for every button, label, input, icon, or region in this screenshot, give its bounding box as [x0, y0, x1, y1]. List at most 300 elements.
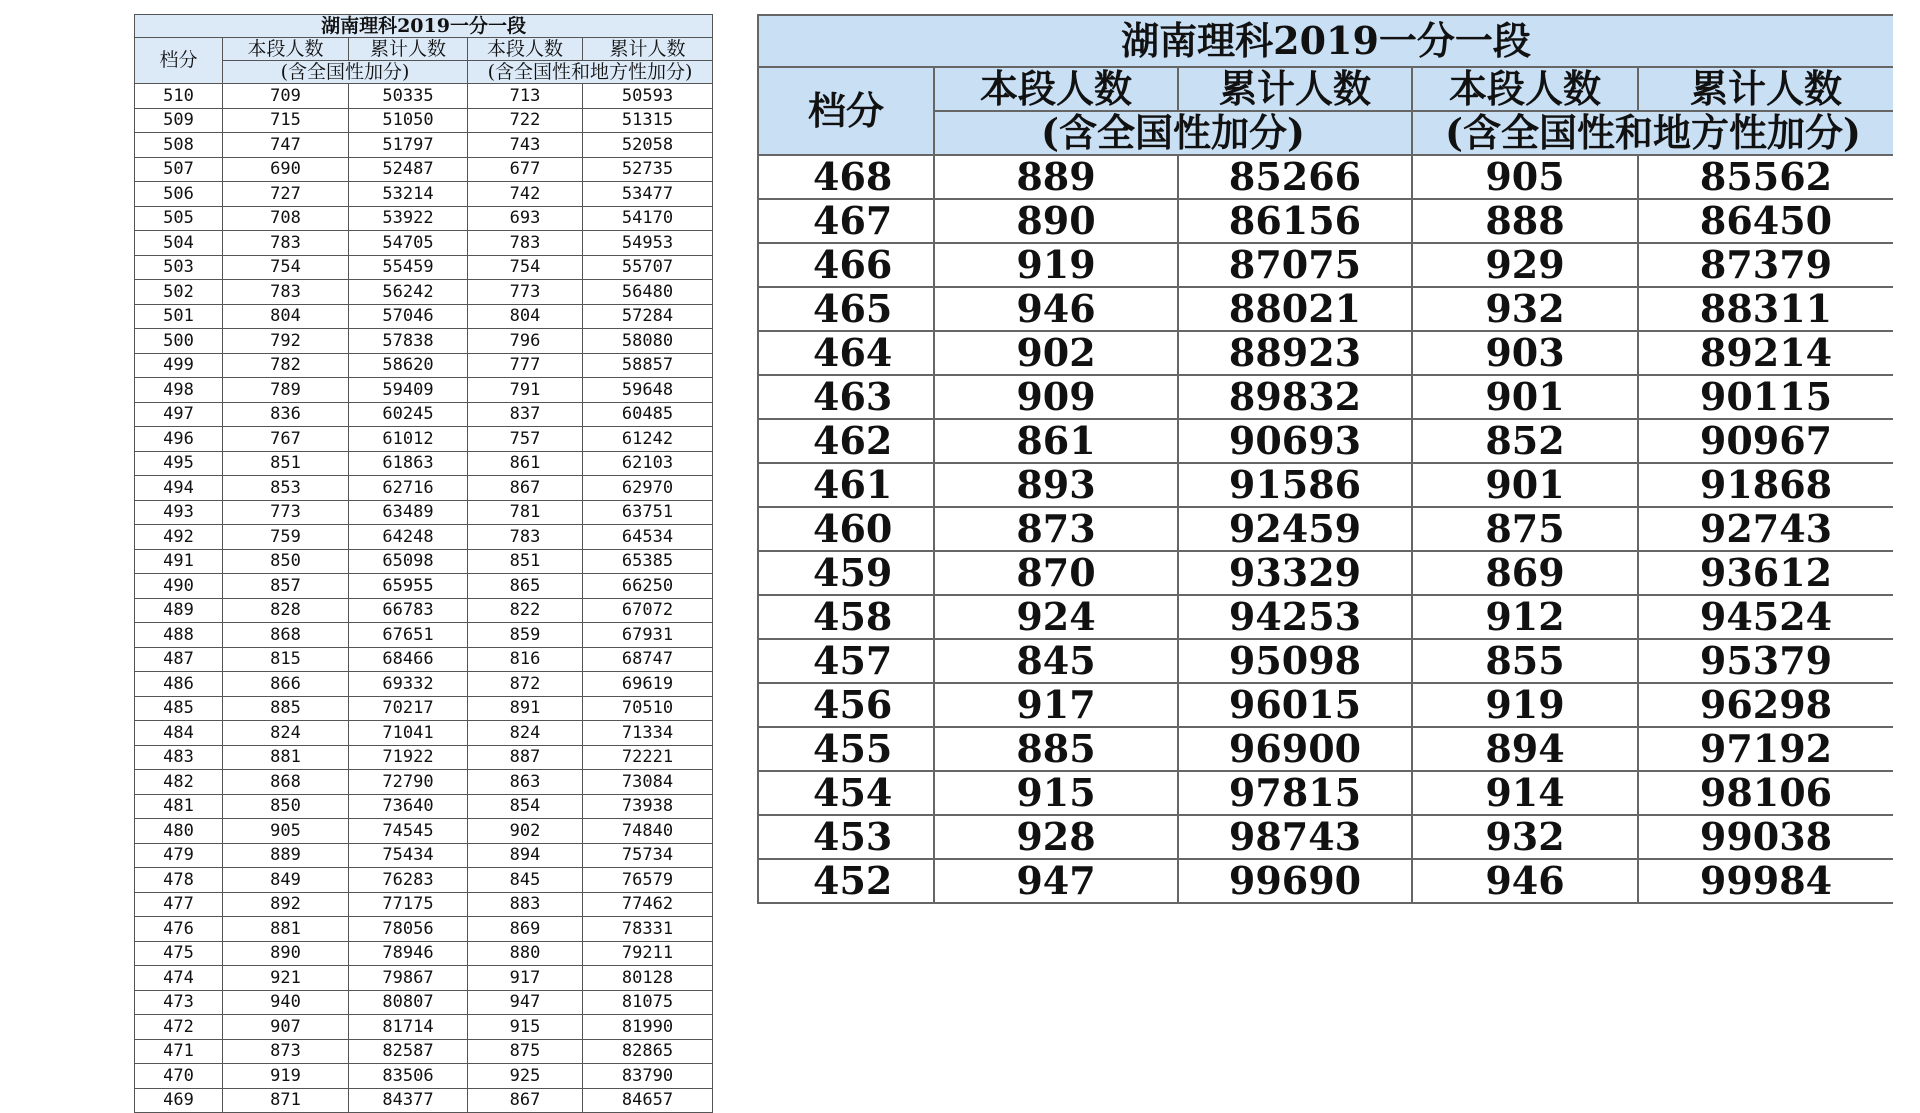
segment-count-total-cell: 713 [468, 84, 583, 109]
cumulative-count-total-cell: 99038 [1638, 815, 1893, 859]
segment-count-cell: 873 [223, 1039, 349, 1064]
table-row [135, 696, 713, 721]
segment-count-cell: 767 [223, 427, 349, 452]
score-cell: 466 [758, 243, 934, 287]
cumulative-count-total-cell: 85562 [1638, 155, 1893, 199]
table-row [135, 672, 713, 697]
score-cell: 498 [135, 378, 223, 403]
cumulative-count-total-cell: 81990 [583, 1015, 713, 1040]
score-cell: 480 [135, 819, 223, 844]
segment-count-total-cell: 902 [468, 819, 583, 844]
score-cell: 487 [135, 647, 223, 672]
score-cell: 502 [135, 280, 223, 305]
cumulative-count-cell: 88923 [1178, 331, 1412, 375]
score-header: 档分 [135, 38, 223, 84]
segment-count-total-cell: 915 [468, 1015, 583, 1040]
segment-count-total-cell: 914 [1412, 771, 1638, 815]
segment-count-cell: 917 [934, 683, 1178, 727]
segment-count-total-cell: 925 [468, 1064, 583, 1089]
segment-count-cell: 715 [223, 108, 349, 133]
table-row [758, 771, 1893, 815]
cumulative-count-total-cell: 56480 [583, 280, 713, 305]
table-row [135, 353, 713, 378]
score-cell: 499 [135, 353, 223, 378]
cumulative-count-total-cell: 94524 [1638, 595, 1893, 639]
score-cell: 501 [135, 304, 223, 329]
cumulative-count-cell: 50335 [349, 84, 468, 109]
table-row [758, 243, 1893, 287]
table-row [758, 419, 1893, 463]
segment-count-cell: 889 [934, 155, 1178, 199]
segment-count-cell: 747 [223, 133, 349, 158]
table-row [135, 1064, 713, 1089]
segment-count-cell: 915 [934, 771, 1178, 815]
cumulative-count-cell: 85266 [1178, 155, 1412, 199]
score-cell: 457 [758, 639, 934, 683]
cumulative-count-cell: 95098 [1178, 639, 1412, 683]
cumulative-count-cell: 76283 [349, 868, 468, 893]
score-cell: 462 [758, 419, 934, 463]
cumulative-count-total-cell: 77462 [583, 892, 713, 917]
table-row [758, 683, 1893, 727]
score-cell: 510 [135, 84, 223, 109]
score-cell: 467 [758, 199, 934, 243]
segment-count-cell: 804 [223, 304, 349, 329]
national-local-bonus-note: (含全国性和地方性加分) [1412, 111, 1893, 155]
score-cell: 507 [135, 157, 223, 182]
table-row [135, 255, 713, 280]
cumulative-count-cell: 51050 [349, 108, 468, 133]
score-cell: 492 [135, 525, 223, 550]
segment-count-cell: 947 [934, 859, 1178, 903]
cumulative-count-cell: 51797 [349, 133, 468, 158]
cumulative-count-cell: 59409 [349, 378, 468, 403]
table-row [135, 157, 713, 182]
cumulative-count-cell: 57046 [349, 304, 468, 329]
cumulative-count-cell: 68466 [349, 647, 468, 672]
segment-count-total-cell: 859 [468, 623, 583, 648]
score-cell: 472 [135, 1015, 223, 1040]
cumulative-count-cell: 61863 [349, 451, 468, 476]
cumulative-count-cell: 56242 [349, 280, 468, 305]
segment-count-total-cell: 891 [468, 696, 583, 721]
cumulative-count-header: 累计人数 [583, 38, 713, 61]
segment-count-total-cell: 743 [468, 133, 583, 158]
segment-count-cell: 870 [934, 551, 1178, 595]
table-row [135, 231, 713, 256]
cumulative-count-total-cell: 54953 [583, 231, 713, 256]
segment-count-total-cell: 757 [468, 427, 583, 452]
table-row [758, 199, 1893, 243]
cumulative-count-total-cell: 58080 [583, 329, 713, 354]
score-table-right-container [757, 14, 1893, 934]
cumulative-count-cell: 80807 [349, 990, 468, 1015]
cumulative-count-total-cell: 79211 [583, 941, 713, 966]
score-cell: 452 [758, 859, 934, 903]
segment-count-total-cell: 903 [1412, 331, 1638, 375]
cumulative-count-cell: 86156 [1178, 199, 1412, 243]
score-cell: 504 [135, 231, 223, 256]
cumulative-count-total-cell: 76579 [583, 868, 713, 893]
cumulative-count-cell: 65098 [349, 549, 468, 574]
segment-count-cell: 690 [223, 157, 349, 182]
table-row [135, 500, 713, 525]
cumulative-count-total-cell: 62970 [583, 476, 713, 501]
segment-count-cell: 759 [223, 525, 349, 550]
score-cell: 479 [135, 843, 223, 868]
segment-count-cell: 850 [223, 794, 349, 819]
table-row [758, 375, 1893, 419]
segment-count-cell: 782 [223, 353, 349, 378]
cumulative-count-cell: 97815 [1178, 771, 1412, 815]
segment-count-cell: 861 [934, 419, 1178, 463]
score-cell: 489 [135, 598, 223, 623]
cumulative-count-cell: 77175 [349, 892, 468, 917]
table-row [758, 551, 1893, 595]
cumulative-count-total-cell: 61242 [583, 427, 713, 452]
segment-count-header: 本段人数 [934, 67, 1178, 111]
score-cell: 493 [135, 500, 223, 525]
segment-count-cell: 892 [223, 892, 349, 917]
cumulative-count-total-cell: 86450 [1638, 199, 1893, 243]
segment-count-cell: 905 [223, 819, 349, 844]
score-table-right [757, 14, 1893, 904]
score-cell: 471 [135, 1039, 223, 1064]
segment-count-total-cell: 804 [468, 304, 583, 329]
table-row [135, 451, 713, 476]
segment-count-cell: 928 [934, 815, 1178, 859]
cumulative-count-cell: 62716 [349, 476, 468, 501]
segment-count-cell: 893 [934, 463, 1178, 507]
table-row [135, 721, 713, 746]
cumulative-count-total-cell: 67072 [583, 598, 713, 623]
table-row [758, 815, 1893, 859]
segment-count-total-cell: 946 [1412, 859, 1638, 903]
cumulative-count-total-cell: 90115 [1638, 375, 1893, 419]
cumulative-count-total-cell: 54170 [583, 206, 713, 231]
segment-count-cell: 824 [223, 721, 349, 746]
segment-count-cell: 919 [934, 243, 1178, 287]
national-local-bonus-note: (含全国性和地方性加分) [468, 61, 713, 84]
segment-count-cell: 921 [223, 966, 349, 991]
segment-count-total-cell: 854 [468, 794, 583, 819]
table-row [135, 206, 713, 231]
cumulative-count-cell: 75434 [349, 843, 468, 868]
segment-count-cell: 792 [223, 329, 349, 354]
segment-count-total-cell: 867 [468, 1088, 583, 1113]
cumulative-count-total-cell: 98106 [1638, 771, 1893, 815]
cumulative-count-cell: 71922 [349, 745, 468, 770]
score-cell: 469 [135, 1088, 223, 1113]
table-row [135, 182, 713, 207]
segment-count-total-cell: 824 [468, 721, 583, 746]
cumulative-count-cell: 92459 [1178, 507, 1412, 551]
cumulative-count-total-cell: 62103 [583, 451, 713, 476]
score-table-left [134, 14, 713, 1113]
segment-count-total-cell: 947 [468, 990, 583, 1015]
cumulative-count-cell: 74545 [349, 819, 468, 844]
segment-count-total-cell: 777 [468, 353, 583, 378]
cumulative-count-total-cell: 81075 [583, 990, 713, 1015]
segment-count-total-cell: 863 [468, 770, 583, 795]
segment-count-cell: 881 [223, 745, 349, 770]
cumulative-count-cell: 58620 [349, 353, 468, 378]
segment-count-header: 本段人数 [223, 38, 349, 61]
segment-count-cell: 885 [934, 727, 1178, 771]
segment-count-cell: 868 [223, 770, 349, 795]
cumulative-count-header: 累计人数 [1638, 67, 1893, 111]
segment-count-total-cell: 919 [1412, 683, 1638, 727]
score-cell: 482 [135, 770, 223, 795]
segment-count-total-cell: 894 [468, 843, 583, 868]
cumulative-count-cell: 82587 [349, 1039, 468, 1064]
cumulative-count-total-cell: 71334 [583, 721, 713, 746]
table-row [135, 574, 713, 599]
segment-count-total-cell: 905 [1412, 155, 1638, 199]
segment-count-total-cell: 773 [468, 280, 583, 305]
cumulative-count-total-cell: 88311 [1638, 287, 1893, 331]
table-row [135, 329, 713, 354]
score-cell: 490 [135, 574, 223, 599]
cumulative-count-cell: 55459 [349, 255, 468, 280]
segment-count-cell: 890 [934, 199, 1178, 243]
segment-count-total-cell: 845 [468, 868, 583, 893]
cumulative-count-cell: 73640 [349, 794, 468, 819]
cumulative-count-cell: 65955 [349, 574, 468, 599]
segment-count-total-cell: 781 [468, 500, 583, 525]
segment-count-total-cell: 855 [1412, 639, 1638, 683]
segment-count-total-cell: 888 [1412, 199, 1638, 243]
cumulative-count-cell: 84377 [349, 1088, 468, 1113]
segment-count-cell: 828 [223, 598, 349, 623]
cumulative-count-total-cell: 84657 [583, 1088, 713, 1113]
segment-count-total-cell: 796 [468, 329, 583, 354]
cumulative-count-cell: 78056 [349, 917, 468, 942]
table-row [135, 598, 713, 623]
segment-count-total-cell: 901 [1412, 463, 1638, 507]
score-cell: 456 [758, 683, 934, 727]
cumulative-count-total-cell: 73938 [583, 794, 713, 819]
score-cell: 505 [135, 206, 223, 231]
cumulative-count-cell: 63489 [349, 500, 468, 525]
table-row [135, 84, 713, 109]
cumulative-count-total-cell: 87379 [1638, 243, 1893, 287]
table-row [135, 794, 713, 819]
national-bonus-note: (含全国性加分) [934, 111, 1412, 155]
score-cell: 460 [758, 507, 934, 551]
score-cell: 470 [135, 1064, 223, 1089]
segment-count-total-cell: 880 [468, 941, 583, 966]
segment-count-cell: 708 [223, 206, 349, 231]
score-cell: 465 [758, 287, 934, 331]
score-cell: 491 [135, 549, 223, 574]
segment-count-cell: 866 [223, 672, 349, 697]
segment-count-total-cell: 742 [468, 182, 583, 207]
cumulative-count-total-cell: 69619 [583, 672, 713, 697]
cumulative-count-total-cell: 73084 [583, 770, 713, 795]
segment-count-total-cell: 929 [1412, 243, 1638, 287]
cumulative-count-cell: 83506 [349, 1064, 468, 1089]
table-title: 湖南理科2019一分一段 [135, 15, 713, 38]
cumulative-count-cell: 90693 [1178, 419, 1412, 463]
segment-count-cell: 881 [223, 917, 349, 942]
score-cell: 484 [135, 721, 223, 746]
table-row [135, 941, 713, 966]
table-title: 湖南理科2019一分一段 [758, 15, 1893, 67]
score-cell: 464 [758, 331, 934, 375]
segment-count-cell: 909 [934, 375, 1178, 419]
segment-count-cell: 815 [223, 647, 349, 672]
segment-count-cell: 850 [223, 549, 349, 574]
cumulative-count-total-cell: 64534 [583, 525, 713, 550]
segment-count-cell: 890 [223, 941, 349, 966]
segment-count-cell: 836 [223, 402, 349, 427]
cumulative-count-total-cell: 82865 [583, 1039, 713, 1064]
segment-count-cell: 907 [223, 1015, 349, 1040]
table-row [758, 859, 1893, 903]
table-row [135, 819, 713, 844]
segment-count-total-cell: 861 [468, 451, 583, 476]
segment-count-total-cell: 791 [468, 378, 583, 403]
cumulative-count-total-cell: 52735 [583, 157, 713, 182]
cumulative-count-total-cell: 90967 [1638, 419, 1893, 463]
cumulative-count-total-cell: 91868 [1638, 463, 1893, 507]
cumulative-count-total-cell: 74840 [583, 819, 713, 844]
segment-count-total-cell: 867 [468, 476, 583, 501]
cumulative-count-cell: 52487 [349, 157, 468, 182]
segment-count-cell: 885 [223, 696, 349, 721]
cumulative-count-total-cell: 52058 [583, 133, 713, 158]
score-cell: 455 [758, 727, 934, 771]
segment-count-total-cell: 783 [468, 231, 583, 256]
segment-count-total-cell: 912 [1412, 595, 1638, 639]
score-cell: 459 [758, 551, 934, 595]
segment-count-cell: 871 [223, 1088, 349, 1113]
table-row [135, 402, 713, 427]
cumulative-count-total-cell: 83790 [583, 1064, 713, 1089]
cumulative-count-total-cell: 93612 [1638, 551, 1893, 595]
cumulative-count-total-cell: 57284 [583, 304, 713, 329]
score-cell: 483 [135, 745, 223, 770]
score-cell: 453 [758, 815, 934, 859]
segment-count-cell: 889 [223, 843, 349, 868]
table-row [758, 507, 1893, 551]
cumulative-count-cell: 66783 [349, 598, 468, 623]
score-cell: 500 [135, 329, 223, 354]
segment-count-total-cell: 722 [468, 108, 583, 133]
score-cell: 486 [135, 672, 223, 697]
cumulative-count-total-cell: 63751 [583, 500, 713, 525]
cumulative-count-total-cell: 67931 [583, 623, 713, 648]
score-cell: 473 [135, 990, 223, 1015]
segment-count-total-cell: 917 [468, 966, 583, 991]
table-row [135, 770, 713, 795]
score-cell: 454 [758, 771, 934, 815]
segment-count-cell: 940 [223, 990, 349, 1015]
table-row [135, 549, 713, 574]
score-header: 档分 [758, 67, 934, 155]
segment-count-cell: 919 [223, 1064, 349, 1089]
cumulative-count-cell: 69332 [349, 672, 468, 697]
table-row [135, 917, 713, 942]
segment-count-total-cell: 865 [468, 574, 583, 599]
score-cell: 494 [135, 476, 223, 501]
score-cell: 478 [135, 868, 223, 893]
table-row [135, 133, 713, 158]
cumulative-count-header: 累计人数 [349, 38, 468, 61]
cumulative-count-total-cell: 66250 [583, 574, 713, 599]
table-row [758, 463, 1893, 507]
table-row [135, 745, 713, 770]
score-cell: 461 [758, 463, 934, 507]
score-cell: 485 [135, 696, 223, 721]
segment-count-cell: 868 [223, 623, 349, 648]
table-row [758, 639, 1893, 683]
score-cell: 508 [135, 133, 223, 158]
table-row [758, 287, 1893, 331]
segment-count-cell: 783 [223, 231, 349, 256]
score-cell: 481 [135, 794, 223, 819]
segment-count-cell: 727 [223, 182, 349, 207]
cumulative-count-total-cell: 59648 [583, 378, 713, 403]
cumulative-count-total-cell: 53477 [583, 182, 713, 207]
cumulative-count-cell: 57838 [349, 329, 468, 354]
score-cell: 497 [135, 402, 223, 427]
segment-count-header: 本段人数 [1412, 67, 1638, 111]
segment-count-cell: 783 [223, 280, 349, 305]
cumulative-count-total-cell: 68747 [583, 647, 713, 672]
cumulative-count-total-cell: 89214 [1638, 331, 1893, 375]
segment-count-total-cell: 894 [1412, 727, 1638, 771]
cumulative-count-total-cell: 51315 [583, 108, 713, 133]
segment-count-total-cell: 783 [468, 525, 583, 550]
segment-count-total-cell: 816 [468, 647, 583, 672]
cumulative-count-cell: 89832 [1178, 375, 1412, 419]
cumulative-count-cell: 87075 [1178, 243, 1412, 287]
table-row [135, 525, 713, 550]
table-row [135, 868, 713, 893]
cumulative-count-cell: 88021 [1178, 287, 1412, 331]
cumulative-count-cell: 96015 [1178, 683, 1412, 727]
cumulative-count-total-cell: 92743 [1638, 507, 1893, 551]
table-row [758, 595, 1893, 639]
cumulative-count-cell: 78946 [349, 941, 468, 966]
segment-count-total-cell: 677 [468, 157, 583, 182]
cumulative-count-total-cell: 60485 [583, 402, 713, 427]
cumulative-count-cell: 94253 [1178, 595, 1412, 639]
segment-count-total-cell: 932 [1412, 287, 1638, 331]
segment-count-cell: 851 [223, 451, 349, 476]
cumulative-count-cell: 53214 [349, 182, 468, 207]
segment-count-total-cell: 901 [1412, 375, 1638, 419]
table-row [135, 1015, 713, 1040]
cumulative-count-total-cell: 75734 [583, 843, 713, 868]
cumulative-count-total-cell: 96298 [1638, 683, 1893, 727]
segment-count-total-cell: 869 [468, 917, 583, 942]
cumulative-count-header: 累计人数 [1178, 67, 1412, 111]
cumulative-count-cell: 71041 [349, 721, 468, 746]
table-row [135, 280, 713, 305]
segment-count-total-cell: 872 [468, 672, 583, 697]
table-row [135, 427, 713, 452]
segment-count-cell: 853 [223, 476, 349, 501]
segment-count-total-cell: 851 [468, 549, 583, 574]
score-cell: 496 [135, 427, 223, 452]
cumulative-count-total-cell: 65385 [583, 549, 713, 574]
score-cell: 468 [758, 155, 934, 199]
cumulative-count-total-cell: 78331 [583, 917, 713, 942]
cumulative-count-cell: 96900 [1178, 727, 1412, 771]
